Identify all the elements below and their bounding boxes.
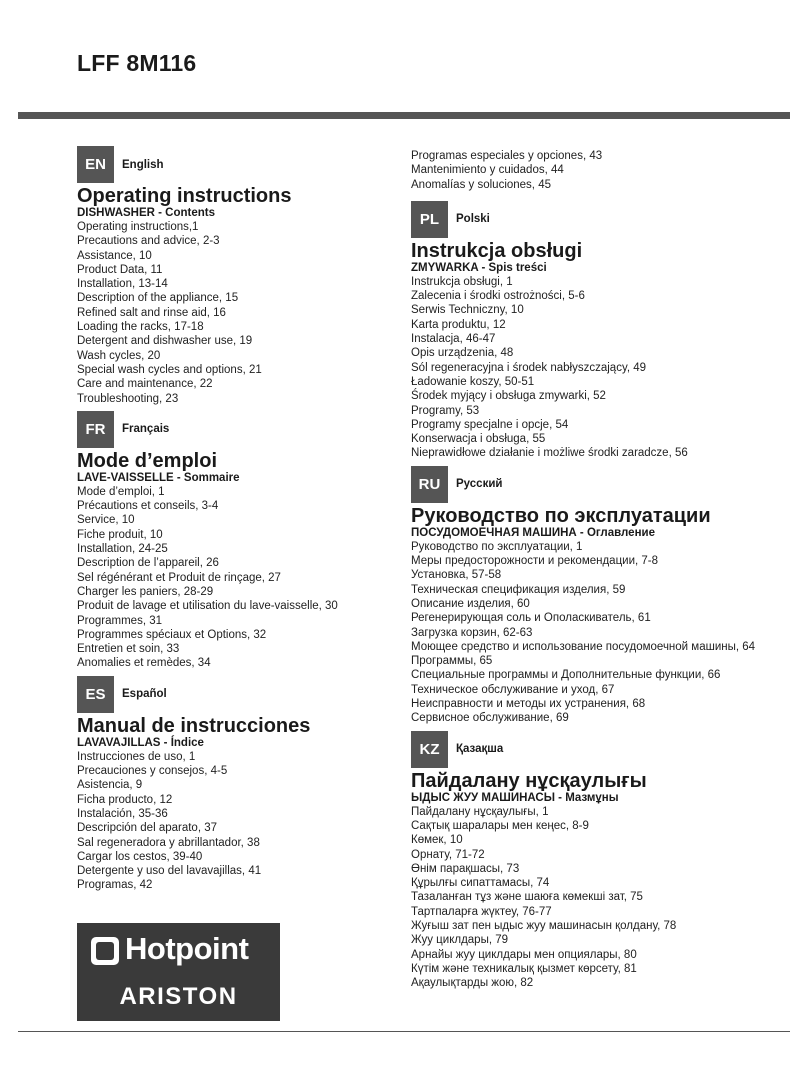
language-name: Español [122, 688, 167, 701]
language-header [77, 146, 397, 183]
toc-item: Anomalías y soluciones, 45 [411, 178, 551, 191]
toc-item: Anomalies et remèdes, 34 [77, 657, 211, 670]
brand-logo [77, 923, 280, 1021]
toc-item: Assistance, 10 [77, 249, 152, 262]
toc-item: Programy, 53 [411, 404, 480, 417]
toc-item: Refined salt and rinse aid, 16 [77, 306, 226, 319]
toc-item: Техническое обслуживание и уход, 67 [411, 683, 615, 696]
toc-item: Service, 10 [77, 514, 135, 527]
language-name: Русский [456, 478, 503, 491]
right-column [411, 149, 801, 990]
toc-item: Mantenimiento y cuidados, 44 [411, 164, 564, 177]
language-code-badge: EN [77, 146, 114, 183]
toc-item: Техническая спецификация изделия, 59 [411, 583, 626, 596]
toc-item: Sól regeneracyjna i środek nabłyszczający, 49 [411, 361, 647, 374]
toc-item: Loading the racks, 17-18 [77, 321, 204, 334]
language-code-badge: ES [77, 676, 114, 713]
brand-name: Hotpoint [125, 931, 249, 966]
toc-item: Тазаланған тұз және шаюға көмекші зат, 75 [411, 891, 643, 904]
language-header [77, 676, 397, 713]
toc-item: Fiche produit, 10 [77, 528, 163, 541]
toc-item: Құрылғы сипаттамасы, 74 [411, 877, 550, 890]
toc-item: Instrukcja obsługi, 1 [411, 275, 513, 288]
toc-item: Description of the appliance, 15 [77, 292, 239, 305]
toc-item: Zalecenia i środki ostrożności, 5-6 [411, 290, 585, 303]
language-section-fr [77, 411, 397, 671]
language-code-badge: PL [411, 201, 448, 238]
section-title: Manual de instrucciones [77, 714, 311, 737]
section-title: Mode d’emploi [77, 449, 217, 472]
toc-item: Installation, 13-14 [77, 278, 168, 291]
section-subtitle: ZMYWARKA - Spis treści [411, 261, 547, 274]
toc-item: Программы, 65 [411, 655, 493, 668]
toc-item: Opis urządzenia, 48 [411, 347, 514, 360]
toc-item: Instalacja, 46-47 [411, 333, 496, 346]
toc-item: Programas especiales y opciones, 43 [411, 150, 603, 162]
toc-item: Wash cycles, 20 [77, 349, 161, 362]
toc-item: Detergente y uso del lavavajillas, 41 [77, 865, 262, 878]
toc-item: Ficha producto, 12 [77, 793, 173, 806]
language-section-kz [411, 731, 801, 991]
toc-item: Charger les paniers, 28-29 [77, 585, 214, 598]
language-name: Polski [456, 213, 490, 226]
language-code-badge: KZ [411, 731, 448, 768]
toc-item: Sal regeneradora y abrillantador, 38 [77, 836, 260, 849]
toc-item: Programy specjalne i opcje, 54 [411, 418, 569, 431]
language-section-es [77, 676, 397, 893]
toc-item: Programas, 42 [77, 879, 153, 892]
toc-item: Special wash cycles and options, 21 [77, 363, 262, 376]
toc-item: Орнату, 71-72 [411, 848, 485, 861]
continued-toc-list [411, 149, 801, 192]
toc-item: Karta produktu, 12 [411, 318, 506, 331]
language-name: Қазақша [456, 743, 504, 756]
toc-item: Programmes spéciaux et Options, 32 [77, 628, 267, 641]
toc-item: Арнайы жуу циклдары мен опциялары, 80 [411, 948, 637, 961]
toc-item: Mode d’emploi, 1 [77, 485, 165, 498]
toc-item: Пайдалану нұсқаулығы, 1 [411, 805, 549, 818]
toc-item: Care and maintenance, 22 [77, 378, 213, 391]
model-title: LFF 8M116 [77, 50, 197, 76]
language-name: Français [122, 423, 170, 436]
language-code-badge: RU [411, 466, 448, 503]
toc-item: Asistencia, 9 [77, 779, 143, 792]
language-section-ru [411, 466, 801, 726]
language-header [411, 466, 801, 503]
bottom-rule [18, 1031, 790, 1032]
language-section-pl [411, 201, 801, 461]
language-header [411, 201, 801, 238]
language-name: English [122, 158, 164, 171]
toc-item: Detergent and dishwasher use, 19 [77, 335, 253, 348]
section-title: Руководство по эксплуатации [411, 504, 711, 527]
toc-item: Күтім және техникалық қызмет көрсету, 81 [411, 962, 637, 975]
toc-item: Nieprawidłowe działanie i możliwe środki zaradcze, 56 [411, 447, 688, 460]
toc-item: Sel régénérant et Produit de rinçage, 27 [77, 571, 281, 584]
section-title: Operating instructions [77, 185, 292, 207]
toc-item: Precauciones y consejos, 4-5 [77, 765, 228, 778]
toc-item: Жуғыш зат пен ыдыс жуу машинасын қолдану, 78 [411, 919, 677, 932]
section-subtitle: ПОСУДОМОЕЧНАЯ МАШИНА - Оглавление [411, 526, 655, 539]
toc-item: Description de l’appareil, 26 [77, 557, 219, 570]
brand-subname: ARISTON [119, 983, 238, 1010]
toc-item: Регенерирующая соль и Ополаскиватель, 61 [411, 612, 651, 625]
toc-item: Ładowanie koszy, 50-51 [411, 375, 535, 388]
section-subtitle: ЫДЫС ЖУУ МАШИНАСЫ - Мазмұны [411, 791, 619, 804]
section-title: Пайдалану нұсқаулығы [411, 769, 647, 792]
toc-item: Загрузка корзин, 62-63 [411, 626, 533, 639]
language-header [411, 731, 801, 768]
toc-item: Моющее средство и использование посудомоечной машины, 64 [411, 640, 756, 653]
language-header [77, 411, 397, 448]
toc-item: Operating instructions,1 [77, 221, 199, 233]
toc-item: Cargar los cestos, 39-40 [77, 850, 203, 863]
toc-item: Troubleshooting, 23 [77, 392, 179, 405]
top-rule [18, 112, 790, 119]
toc-item: Installation, 24-25 [77, 543, 168, 556]
toc-item: Instalación, 35-36 [77, 807, 168, 820]
toc-item: Programmes, 31 [77, 614, 163, 627]
toc-item: Меры предосторожности и рекомендации, 7-8 [411, 555, 659, 568]
toc-item: Неисправности и методы их устранения, 68 [411, 698, 646, 711]
toc-item: Descripción del aparato, 37 [77, 822, 217, 835]
toc-item: Специальные программы и Дополнительные функции, 66 [411, 669, 721, 682]
toc-item: Ақаулықтарды жою, 82 [411, 977, 534, 990]
toc-item: Précautions et conseils, 3-4 [77, 500, 219, 513]
language-section-en [77, 146, 397, 406]
toc-item: Тартпаларға жүктеу, 76-77 [411, 905, 552, 918]
toc-item: Product Data, 11 [77, 263, 163, 276]
toc-item: Serwis Techniczny, 10 [411, 304, 524, 317]
left-column [77, 146, 397, 893]
toc-item: Установка, 57-58 [411, 569, 502, 582]
brand-mark-icon [91, 937, 119, 965]
section-subtitle: DISHWASHER - Contents [77, 207, 215, 219]
toc-item: Сервисное обслуживание, 69 [411, 712, 569, 725]
toc-item: Środek myjący i obsługa zmywarki, 52 [411, 390, 606, 403]
section-subtitle: LAVAVAJILLAS - Índice [77, 736, 204, 749]
toc-item: Өнім парақшасы, 73 [411, 862, 520, 875]
section-subtitle: LAVE-VAISSELLE - Sommaire [77, 471, 240, 484]
language-code-badge: FR [77, 411, 114, 448]
toc-item: Konserwacja i obsługa, 55 [411, 433, 546, 446]
toc-item: Сақтық шаралары мен кеңес, 8-9 [411, 819, 589, 832]
toc-item: Описание изделия, 60 [411, 597, 530, 610]
toc-item: Instrucciones de uso, 1 [77, 750, 196, 763]
toc-item: Көмек, 10 [411, 834, 463, 847]
toc-item: Produit de lavage et utilisation du lave-vaisselle, 30 [77, 600, 338, 613]
toc-item: Entretien et soin, 33 [77, 643, 180, 656]
section-title: Instrukcja obsługi [411, 239, 583, 262]
toc-item: Precautions and advice, 2-3 [77, 235, 220, 248]
toc-item: Жуу циклдары, 79 [411, 934, 509, 947]
toc-item: Руководство по эксплуатации, 1 [411, 540, 583, 553]
